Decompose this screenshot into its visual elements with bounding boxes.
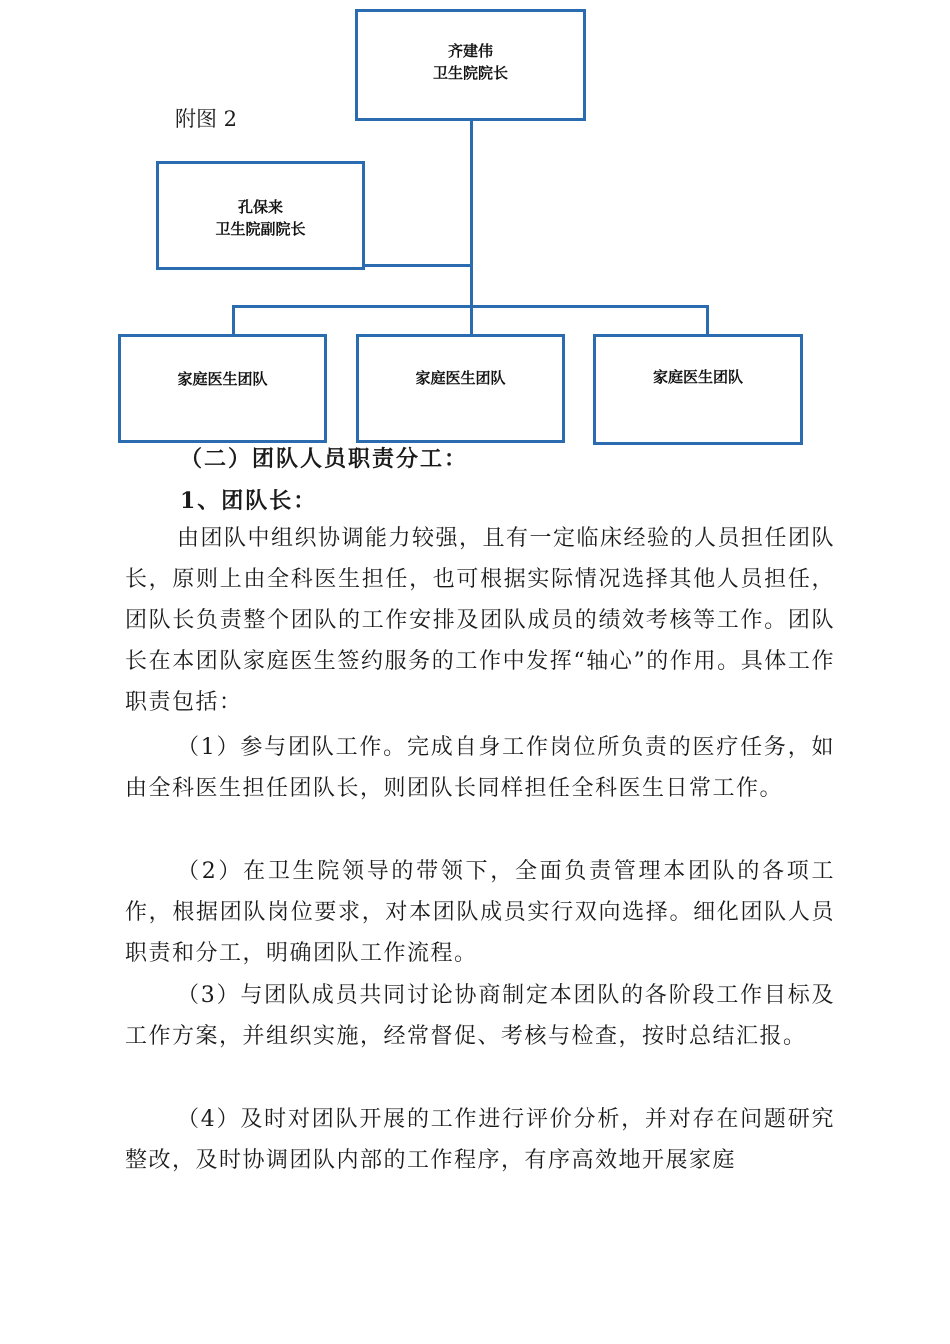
deputy-name: 孔保来 [237,198,283,216]
connector-team-3 [706,305,709,336]
team-label: 家庭医生团队 [415,369,506,387]
deputy-title: 卫生院副院长 [215,220,306,238]
connector-head-down [470,118,473,334]
org-node-deputy [156,161,365,270]
head-name: 齐建伟 [447,42,493,60]
paragraph: （4）及时对团队开展的工作进行评价分析，并对存在问题研究整改，及时协调团队内部的工作程序，有序高效地开展家庭 [125,1107,835,1173]
org-node-head [355,9,586,121]
org-node-team [118,334,327,443]
connector-team-1 [232,305,235,335]
connector-horizontal [232,305,709,308]
org-node-team [593,334,803,445]
figure-label: 附图 2 [175,107,238,131]
team-label: 家庭医生团队 [177,370,268,388]
paragraph: 由团队中组织协调能力较强，且有一定临床经验的人员担任团队长，原则上由全科医生担任，也可根据实际情况选择其他人员担任，团队长负责整个团队的工作安排及团队成员的绩效考核等工作。团队长在本团队家庭医生签约服务的工作中发挥“轴心”的作用。具体工作职责包括： [125,526,836,715]
paragraph: （1）参与团队工作。完成自身工作岗位所负责的医疗任务，如由全科医生担任团队长，则团队长同样担任全科医生日常工作。 [125,735,835,801]
org-node-team [356,334,565,443]
connector-deputy [362,264,472,267]
paragraph: （3）与团队成员共同讨论协商制定本团队的各阶段工作目标及工作方案，并组织实施，经常督促、考核与检查，按时总结汇报。 [125,983,835,1049]
head-title: 卫生院院长 [432,64,508,82]
paragraph: （2）在卫生院领导的带领下，全面负责管理本团队的各项工作，根据团队岗位要求，对本团队成员实行双向选择。细化团队人员职责和分工，明确团队工作流程。 [125,859,835,966]
section-heading: （二）团队人员职责分工： [180,446,469,472]
subheading: 1、团队长： [180,488,318,514]
team-label: 家庭医生团队 [652,368,743,386]
